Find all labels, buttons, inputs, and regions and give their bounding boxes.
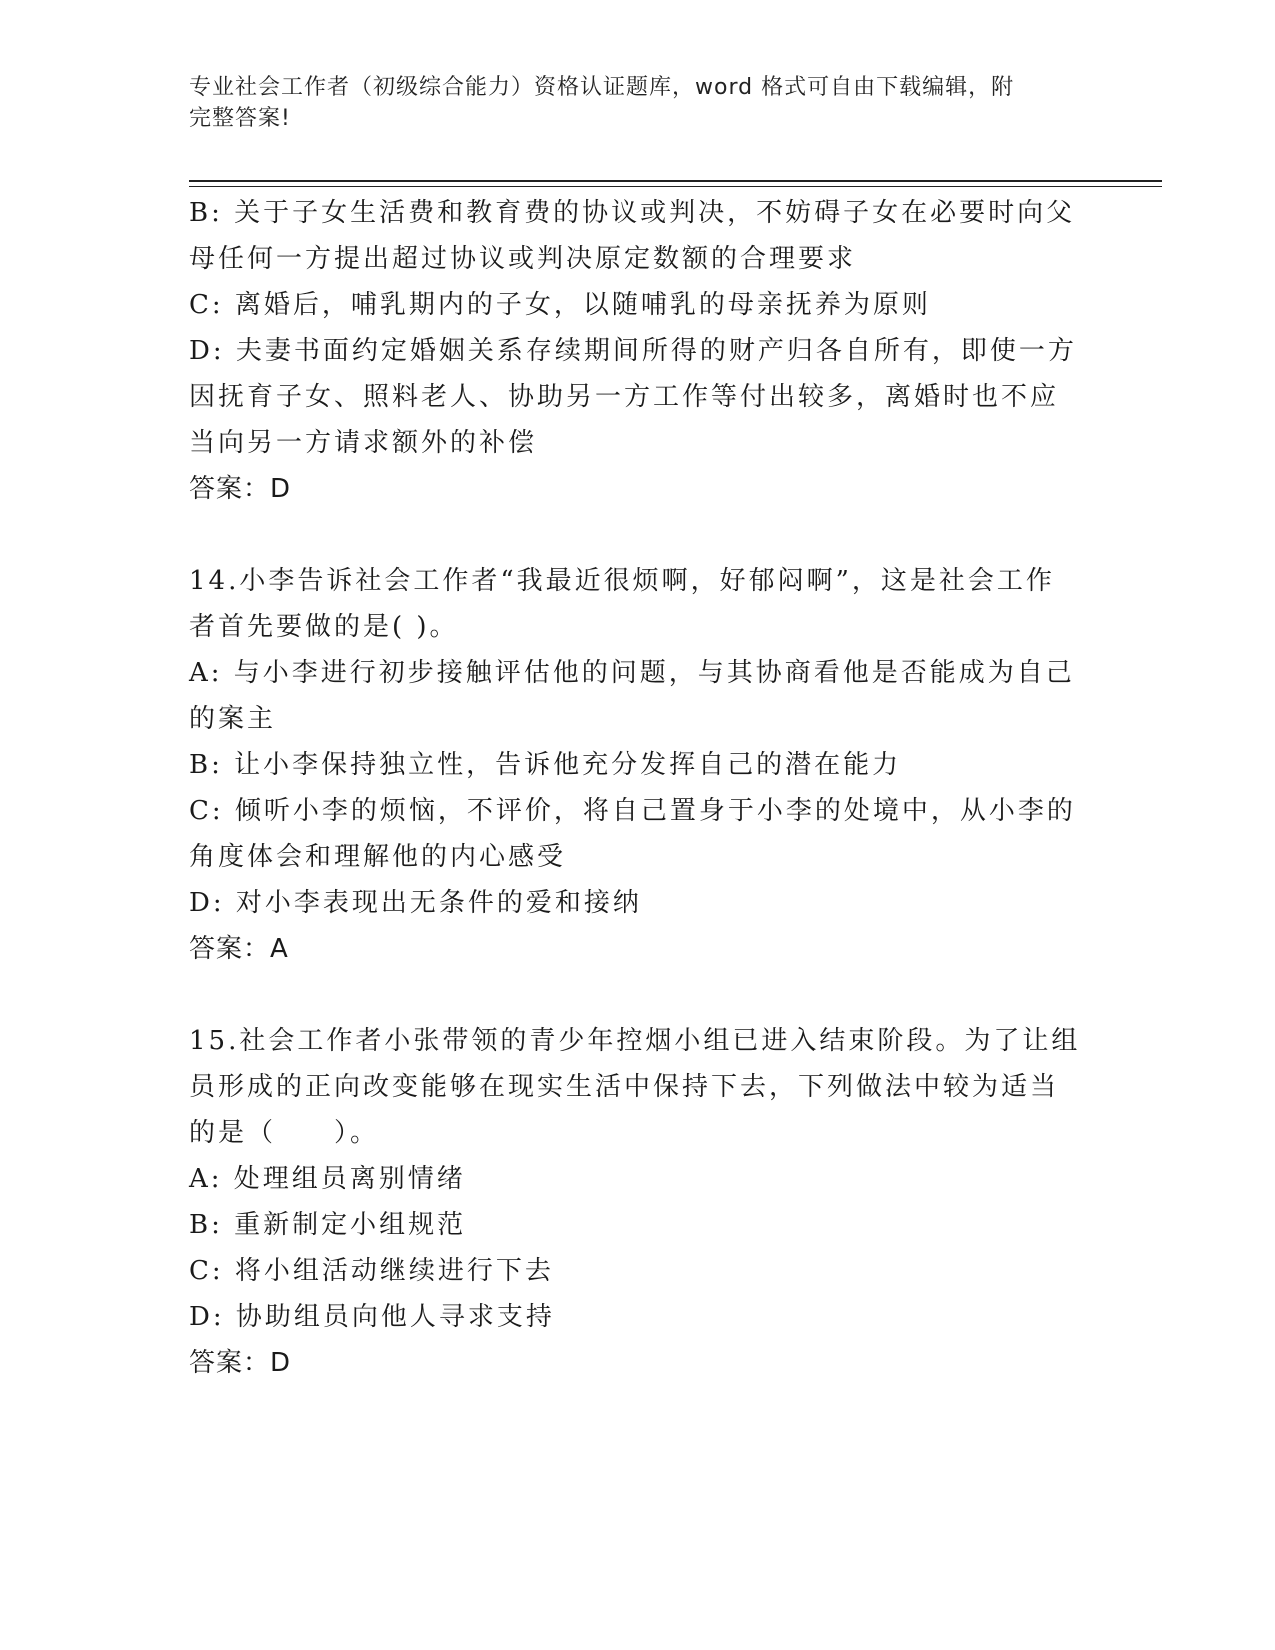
spacer	[189, 972, 1089, 1018]
q15-option-c: C: 将小组活动继续进行下去	[189, 1256, 554, 1286]
question-content	[189, 190, 1089, 1386]
q14-option-a-line-1: A: 与小李进行初步接触评估他的问题，与其协商看他是否能成为自己	[189, 658, 1075, 688]
question-14-block	[189, 558, 1089, 972]
question-13-block	[189, 190, 1089, 512]
spacer	[189, 512, 1089, 558]
q13-answer: 答案：D	[189, 474, 292, 504]
q14-option-b: B: 让小李保持独立性，告诉他充分发挥自己的潜在能力	[189, 750, 902, 780]
q13-option-b-line-2: 母任何一方提出超过协议或判决原定数额的合理要求	[189, 244, 857, 274]
q15-option-a: A: 处理组员离别情绪	[189, 1164, 466, 1194]
q14-option-d: D: 对小李表现出无条件的爱和接纳	[189, 888, 642, 918]
header-line-1: 专业社会工作者（初级综合能力）资格认证题库，word 格式可自由下载编辑，附	[189, 75, 1015, 100]
q13-option-d-line-3: 当向另一方请求额外的补偿	[189, 428, 538, 458]
q13-option-d-line-1: D: 夫妻书面约定婚姻关系存续期间所得的财产归各自所有，即使一方	[189, 336, 1077, 366]
q14-option-c-line-2: 角度体会和理解他的内心感受	[189, 842, 567, 872]
header-divider-thin	[189, 186, 1162, 187]
header-line-2: 完整答案!	[189, 106, 291, 131]
q15-option-b: B: 重新制定小组规范	[189, 1210, 467, 1240]
q14-option-c-line-1: C: 倾听小李的烦恼，不评价，将自己置身于小李的处境中，从小李的	[189, 796, 1076, 826]
q14-stem-line-1: 14.小李告诉社会工作者“我最近很烦啊，好郁闷啊”，这是社会工作	[189, 566, 1055, 596]
q15-stem-line-2: 员形成的正向改变能够在现实生活中保持下去，下列做法中较为适当	[189, 1072, 1060, 1102]
q15-option-d: D: 协助组员向他人寻求支持	[189, 1302, 555, 1332]
q15-answer: 答案：D	[189, 1348, 292, 1378]
q15-stem-line-1: 15.社会工作者小张带领的青少年控烟小组已进入结束阶段。为了让组	[189, 1026, 1081, 1056]
q13-option-c: C: 离婚后，哺乳期内的子女，以随哺乳的母亲抚养为原则	[189, 290, 931, 320]
q14-option-a-line-2: 的案主	[189, 704, 277, 734]
q13-option-b-line-1: B: 关于子女生活费和教育费的协议或判决，不妨碍子女在必要时向父	[189, 198, 1076, 228]
document-header	[189, 72, 1089, 134]
q13-option-d-line-2: 因抚育子女、照料老人、协助另一方工作等付出较多，离婚时也不应	[189, 382, 1060, 412]
q14-answer: 答案：A	[189, 934, 289, 964]
q15-stem-line-3: 的是（ ）。	[189, 1118, 380, 1148]
q14-stem-line-2: 者首先要做的是( )。	[189, 612, 459, 642]
header-divider-thick	[189, 180, 1162, 182]
question-15-block	[189, 1018, 1089, 1386]
